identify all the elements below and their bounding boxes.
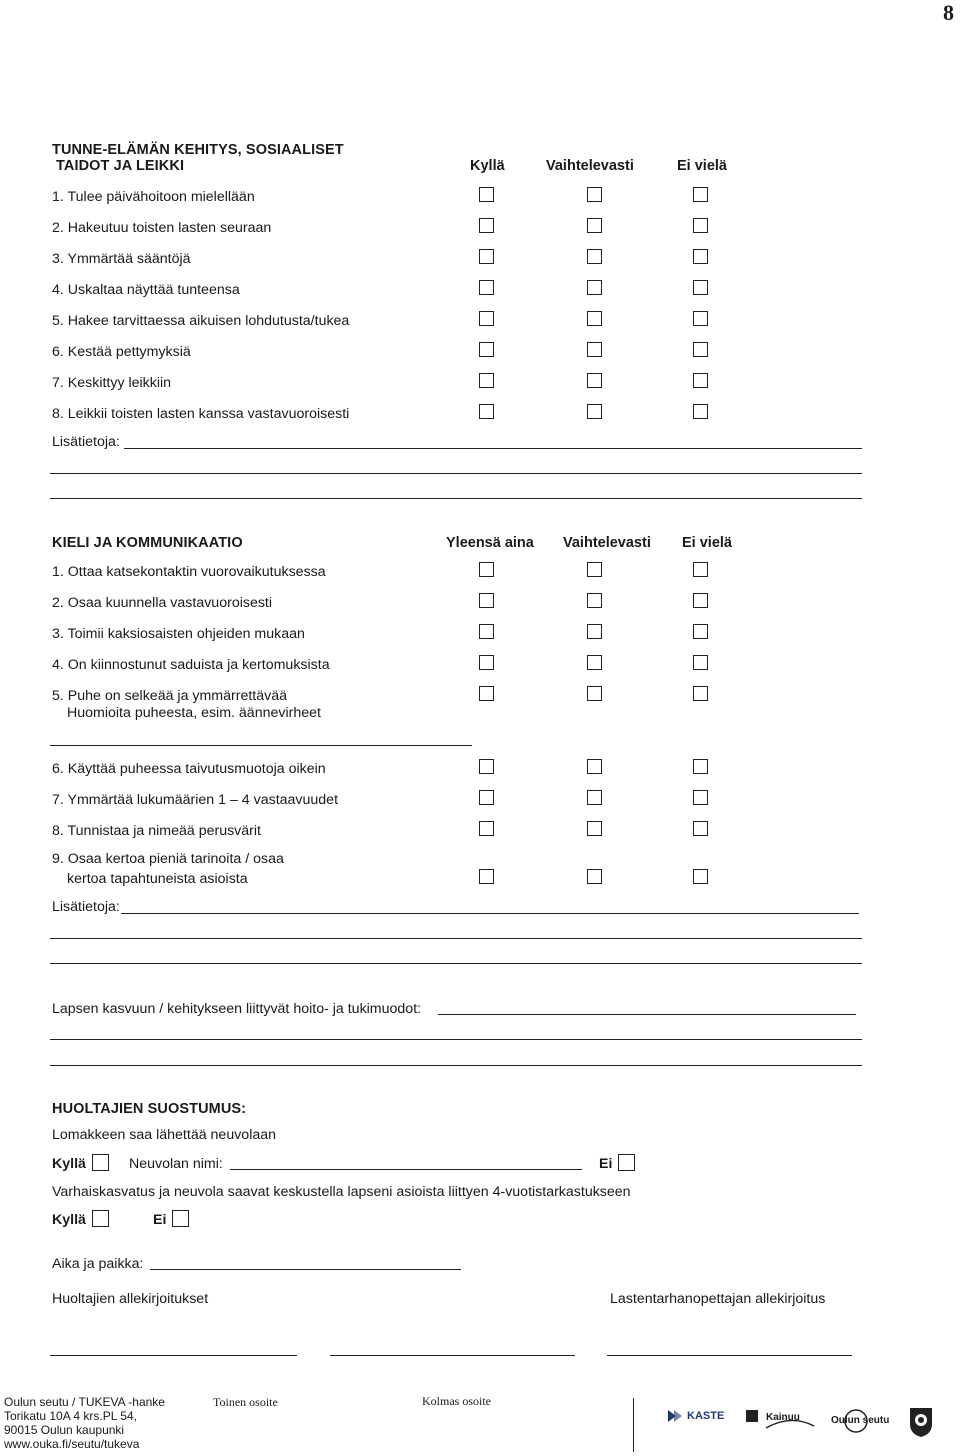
column-header-varies: Vaihtelevasti xyxy=(563,535,651,551)
question-item: 8. Leikkii toisten lasten kanssa vastavuoroisesti xyxy=(52,406,350,422)
checkbox-not-yet[interactable] xyxy=(693,218,708,233)
consent-send-label: Lomakkeen saa lähettää neuvolaan xyxy=(52,1127,277,1143)
checkbox-not-yet[interactable] xyxy=(693,311,708,326)
checkbox-varies[interactable] xyxy=(587,311,602,326)
consent-send-yes-checkbox[interactable] xyxy=(92,1154,109,1171)
footer-second-address: Toinen osoite xyxy=(213,1395,278,1409)
question-item: 5. Hakee tarvittaessa aikuisen lohdutusta/tukea xyxy=(52,313,350,329)
section-title-emotional: TUNNE-ELÄMÄN KEHITYS, SOSIAALISET xyxy=(52,142,344,158)
consent-yes-label: Kyllä xyxy=(52,1212,86,1228)
checkbox-usually[interactable] xyxy=(479,562,494,577)
kaste-logo xyxy=(668,1410,724,1422)
checkbox-yes[interactable] xyxy=(479,280,494,295)
checkbox-varies[interactable] xyxy=(587,759,602,774)
page-number: 8 xyxy=(943,0,954,25)
footer-org-line2: Torikatu 10A 4 krs.PL 54, xyxy=(4,1409,137,1423)
checkbox-yes[interactable] xyxy=(479,311,494,326)
checkbox-yes[interactable] xyxy=(479,187,494,202)
notes-line[interactable] xyxy=(50,473,862,474)
kainuu-logo-text: Kainuu xyxy=(766,1412,800,1423)
checkbox-usually[interactable] xyxy=(479,593,494,608)
support-label: Lapsen kasvuun / kehitykseen liittyvät hoito- ja tukimuodot: xyxy=(52,1001,422,1017)
consent-discuss-label: Varhaiskasvatus ja neuvola saavat keskustella lapseni asioista liittyen 4-vuotistarkastukseen xyxy=(52,1184,631,1200)
question-item: 2. Osaa kuunnella vastavuoroisesti xyxy=(52,595,273,611)
checkbox-not-yet[interactable] xyxy=(693,790,708,805)
consent-discuss-yes-checkbox[interactable] xyxy=(92,1210,109,1227)
teacher-signature-label: Lastentarhanopettajan allekirjoitus xyxy=(610,1291,826,1307)
crest-logo-icon xyxy=(908,1406,934,1443)
notes-line[interactable] xyxy=(124,448,862,449)
section-title-language: KIELI JA KOMMUNIKAATIO xyxy=(52,535,243,551)
notes-line[interactable] xyxy=(121,913,859,914)
checkbox-not-yet[interactable] xyxy=(693,655,708,670)
oulun-seutu-logo xyxy=(830,1408,888,1439)
time-place-label: Aika ja paikka: xyxy=(52,1256,144,1272)
question-item: 9. Osaa kertoa pieniä tarinoita / osaa xyxy=(52,851,284,867)
footer-org-line1: Oulun seutu / TUKEVA -hanke xyxy=(4,1395,165,1409)
checkbox-usually[interactable] xyxy=(479,759,494,774)
checkbox-varies[interactable] xyxy=(587,562,602,577)
question-item: 7. Keskittyy leikkiin xyxy=(52,375,172,391)
checkbox-usually[interactable] xyxy=(479,821,494,836)
checkbox-usually[interactable] xyxy=(479,790,494,805)
checkbox-not-yet[interactable] xyxy=(693,759,708,774)
checkbox-not-yet[interactable] xyxy=(693,249,708,264)
checkbox-varies[interactable] xyxy=(587,821,602,836)
question-item: 6. Käyttää puheessa taivutusmuotoja oikein xyxy=(52,761,326,777)
question-item: 4. On kiinnostunut saduista ja kertomuksista xyxy=(52,657,330,673)
checkbox-varies[interactable] xyxy=(587,373,602,388)
guardian-signature-line[interactable] xyxy=(50,1355,297,1356)
checkbox-yes[interactable] xyxy=(479,249,494,264)
question-item-continued: kertoa tapahtuneista asioista xyxy=(67,871,248,887)
checkbox-usually[interactable] xyxy=(479,869,494,884)
checkbox-varies[interactable] xyxy=(587,218,602,233)
consent-discuss-no-checkbox[interactable] xyxy=(172,1210,189,1227)
column-header-not-yet: Ei vielä xyxy=(677,158,727,174)
consent-yes-label: Kyllä xyxy=(52,1156,86,1172)
footer-third-address: Kolmas osoite xyxy=(422,1394,491,1408)
notes-label: Lisätietoja: xyxy=(52,434,120,450)
checkbox-yes[interactable] xyxy=(479,218,494,233)
section-title-emotional-line2: TAIDOT JA LEIKKI xyxy=(56,158,185,174)
checkbox-usually[interactable] xyxy=(479,655,494,670)
notes-line[interactable] xyxy=(50,963,862,964)
checkbox-not-yet[interactable] xyxy=(693,342,708,357)
guardian-signature-line[interactable] xyxy=(330,1355,575,1356)
checkbox-varies[interactable] xyxy=(587,280,602,295)
consent-title: HUOLTAJIEN SUOSTUMUS: xyxy=(52,1101,247,1117)
column-header-yes: Kyllä xyxy=(470,158,505,174)
checkbox-varies[interactable] xyxy=(587,790,602,805)
footer-org-line3: 90015 Oulun kaupunki xyxy=(4,1423,125,1437)
checkbox-varies[interactable] xyxy=(587,342,602,357)
oulun-seutu-logo-text: Oulun seutu xyxy=(831,1415,890,1426)
checkbox-not-yet[interactable] xyxy=(693,624,708,639)
checkbox-varies[interactable] xyxy=(587,249,602,264)
column-header-not-yet: Ei vielä xyxy=(682,535,732,551)
checkbox-usually[interactable] xyxy=(479,624,494,639)
consent-no-label: Ei xyxy=(153,1212,167,1228)
question-subtext: Huomioita puheesta, esim. äännevirheet xyxy=(67,705,321,721)
notes-line[interactable] xyxy=(50,938,862,939)
checkbox-not-yet[interactable] xyxy=(693,593,708,608)
checkbox-varies[interactable] xyxy=(587,187,602,202)
checkbox-not-yet[interactable] xyxy=(693,373,708,388)
checkbox-not-yet[interactable] xyxy=(693,562,708,577)
checkbox-varies[interactable] xyxy=(587,686,602,701)
footer-divider xyxy=(633,1398,634,1452)
kaste-logo-icon xyxy=(668,1410,684,1422)
checkbox-not-yet[interactable] xyxy=(693,869,708,884)
clinic-name-line[interactable] xyxy=(230,1169,582,1170)
checkbox-not-yet[interactable] xyxy=(693,821,708,836)
checkbox-varies[interactable] xyxy=(587,655,602,670)
support-line[interactable] xyxy=(50,1039,862,1040)
speech-notes-line[interactable] xyxy=(50,745,472,746)
clinic-name-label: Neuvolan nimi: xyxy=(129,1156,223,1172)
question-item: 2. Hakeutuu toisten lasten seuraan xyxy=(52,220,272,236)
question-item: 6. Kestää pettymyksiä xyxy=(52,344,191,360)
guardian-signatures-label: Huoltajien allekirjoitukset xyxy=(52,1291,209,1307)
question-item: 7. Ymmärtää lukumäärien 1 – 4 vastaavuudet xyxy=(52,792,339,808)
support-line[interactable] xyxy=(50,1065,862,1066)
question-item: 1. Ottaa katsekontaktin vuorovaikutuksessa xyxy=(52,564,326,580)
question-item: 3. Ymmärtää sääntöjä xyxy=(52,251,191,267)
question-item: 3. Toimii kaksiosaisten ohjeiden mukaan xyxy=(52,626,305,642)
checkbox-varies[interactable] xyxy=(587,624,602,639)
consent-send-no-checkbox[interactable] xyxy=(618,1154,635,1171)
checkbox-varies[interactable] xyxy=(587,593,602,608)
question-item: 8. Tunnistaa ja nimeää perusvärit xyxy=(52,823,261,839)
notes-label: Lisätietoja: xyxy=(52,899,120,915)
checkbox-usually[interactable] xyxy=(479,686,494,701)
question-item: 4. Uskaltaa näyttää tunteensa xyxy=(52,282,240,298)
checkbox-yes[interactable] xyxy=(479,342,494,357)
checkbox-varies[interactable] xyxy=(587,869,602,884)
teacher-signature-line[interactable] xyxy=(607,1355,852,1356)
time-place-line[interactable] xyxy=(150,1269,461,1270)
notes-line[interactable] xyxy=(50,498,862,499)
kainuu-logo xyxy=(746,1408,816,1437)
checkbox-varies[interactable] xyxy=(587,404,602,419)
checkbox-yes[interactable] xyxy=(479,404,494,419)
checkbox-not-yet[interactable] xyxy=(693,280,708,295)
checkbox-yes[interactable] xyxy=(479,373,494,388)
question-item: 1. Tulee päivähoitoon mielellään xyxy=(52,189,255,205)
kaste-logo-text: KASTE xyxy=(687,1410,725,1422)
checkbox-not-yet[interactable] xyxy=(693,404,708,419)
checkbox-not-yet[interactable] xyxy=(693,686,708,701)
consent-no-label: Ei xyxy=(599,1156,613,1172)
support-line[interactable] xyxy=(438,1014,856,1015)
column-header-varies: Vaihtelevasti xyxy=(546,158,634,174)
question-item: 5. Puhe on selkeää ja ymmärrettävää xyxy=(52,688,288,704)
checkbox-not-yet[interactable] xyxy=(693,187,708,202)
column-header-usually: Yleensä aina xyxy=(446,535,534,551)
footer-website-link[interactable]: www.ouka.fi/seutu/tukeva xyxy=(4,1437,140,1451)
